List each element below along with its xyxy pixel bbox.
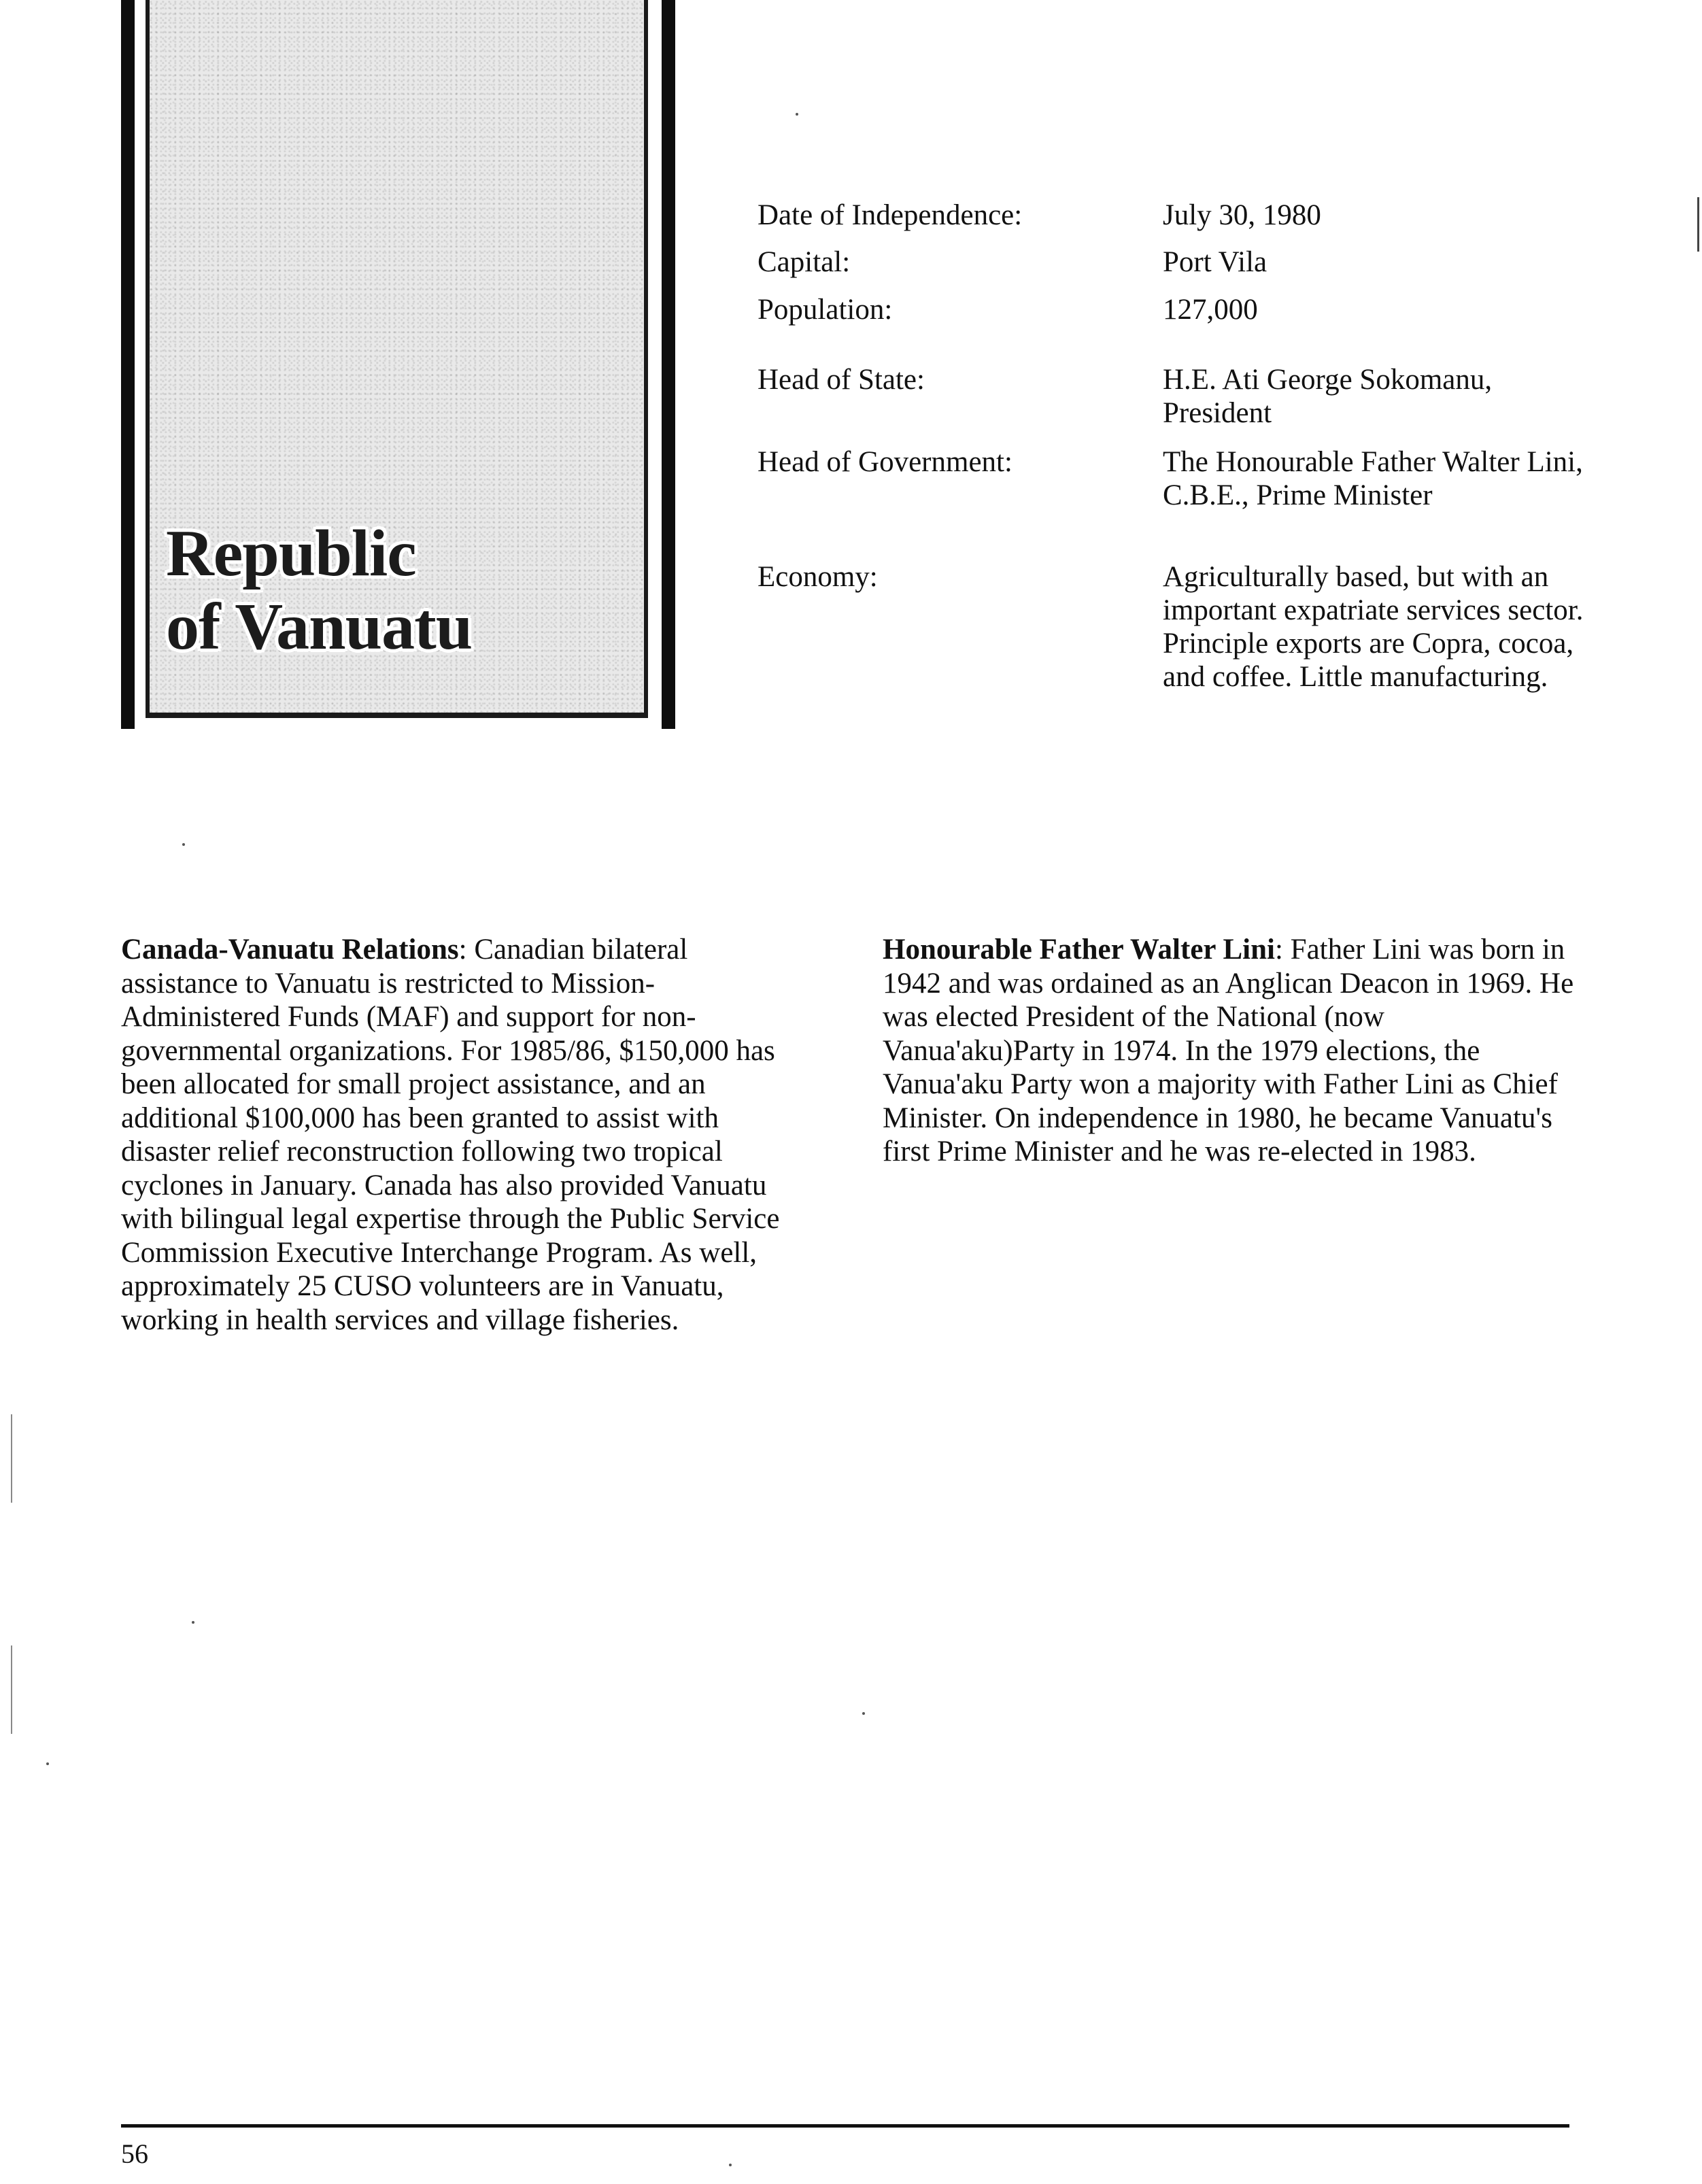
fact-label: Economy: xyxy=(758,561,878,593)
scan-speck xyxy=(729,2164,732,2166)
biography-text: : Father Lini was born in 1942 and was ordained as an Anglican Deacon in 1969. He was elected President of the National (now Vanua'aku)Party in 1974. In the 1979 elections, the Vanua'aku Party won a majority with Father Lini as Chief Minister. On independence in 1980, he became Vanuatu's first Prime Minister and he was re-elected in 1983. xyxy=(883,934,1574,1167)
fact-value: The Honourable Father Walter Lini, C.B.E., Prime Minister xyxy=(1163,446,1583,511)
scan-edge-line xyxy=(1697,197,1699,252)
relations-paragraph xyxy=(121,933,801,1337)
fact-label: Head of State: xyxy=(758,364,925,396)
page-number: 56 xyxy=(121,2138,148,2169)
scan-speck xyxy=(192,1621,194,1624)
scan-speck xyxy=(46,1762,49,1765)
fact-value: 127,000 xyxy=(1163,294,1258,326)
country-title-line1: Republic xyxy=(166,517,416,590)
fact-label: Head of Government: xyxy=(758,446,1012,478)
country-title xyxy=(166,517,472,664)
footer-rule xyxy=(121,2124,1569,2128)
fact-label: Population: xyxy=(758,294,893,326)
scan-edge-line xyxy=(11,1645,12,1734)
fact-label: Capital: xyxy=(758,246,851,278)
panel-border-bar xyxy=(662,0,675,729)
panel-border-bar xyxy=(121,0,135,729)
scan-speck xyxy=(796,113,798,116)
fact-value: July 30, 1980 xyxy=(1163,199,1321,231)
fact-value: H.E. Ati George Sokomanu, President xyxy=(1163,364,1493,429)
scan-edge-line xyxy=(11,1414,12,1503)
scan-speck xyxy=(862,1712,865,1715)
scan-speck xyxy=(182,843,185,846)
fact-value: Port Vila xyxy=(1163,246,1267,278)
fact-value: Agriculturally based, but with an important expatriate services sector. Principle exports are Copra, cocoa, and coffee. Little manufacturing. xyxy=(1163,561,1584,693)
country-title-line2: of Vanuatu xyxy=(166,590,473,664)
fact-label: Date of Independence: xyxy=(758,199,1023,231)
title-panel xyxy=(121,0,675,729)
biography-heading: Honourable Father Walter Lini xyxy=(883,934,1275,966)
relations-text: : Canadian bilateral assistance to Vanuatu is restricted to Mission-Administered Funds (MAF) and support for non-governmental organizations. For 1985/86, $150,000 has been allocated for small project assistance, and an additional $100,000 has been granted to assist with disaster relief reconstruction following two tropical cyclones in January. Canada has also provided Vanuatu with bilingual legal expertise through the Public Service Commission Executive Interchange Program. As well, approximately 25 CUSO volunteers are in Vanuatu, working in health services and village fisheries. xyxy=(121,934,780,1336)
relations-heading: Canada-Vanuatu Relations xyxy=(121,934,459,966)
biography-paragraph xyxy=(883,933,1583,1169)
